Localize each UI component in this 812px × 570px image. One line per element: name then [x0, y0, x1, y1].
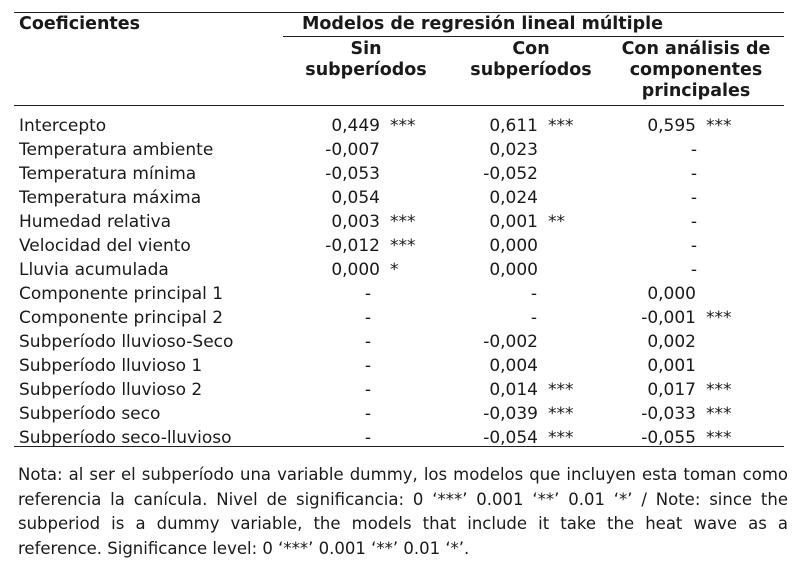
- coef-cell: -: [364, 428, 372, 448]
- row-label: Velocidad del viento: [19, 236, 191, 256]
- coef-cell: -0,012: [325, 236, 380, 256]
- row-label: Intercepto: [19, 116, 107, 136]
- table-row: [0, 378, 812, 402]
- coef-cell: 0,449: [331, 116, 380, 136]
- coef-cell: 0,000: [489, 260, 538, 280]
- coef-cell: -: [364, 380, 372, 400]
- significance-marker: ***: [548, 116, 574, 136]
- table-row: [0, 330, 812, 354]
- row-label: Temperatura ambiente: [19, 140, 214, 160]
- row-label: Temperatura mínima: [19, 164, 197, 184]
- coef-cell: -: [690, 260, 698, 280]
- significance-marker: ***: [706, 116, 732, 136]
- coef-cell: -0,033: [641, 404, 696, 424]
- row-label: Temperatura máxima: [19, 188, 202, 208]
- table-row: [0, 186, 812, 210]
- row-label: Subperíodo seco: [19, 404, 161, 424]
- significance-marker: ***: [706, 404, 732, 424]
- header-rule: [14, 105, 784, 106]
- group-header: Modelos de regresión lineal múltiple: [302, 14, 664, 34]
- row-label: Subperíodo seco-lluvioso: [19, 428, 232, 448]
- row-label: Componente principal 1: [19, 284, 224, 304]
- significance-marker: ***: [390, 236, 416, 256]
- significance-marker: ***: [390, 212, 416, 232]
- table-row: [0, 258, 812, 282]
- row-label: Humedad relativa: [19, 212, 172, 232]
- row-label: Subperíodo lluvioso-Seco: [19, 332, 234, 352]
- coef-cell: 0,000: [647, 284, 696, 304]
- significance-marker: ***: [390, 116, 416, 136]
- coef-cell: -: [530, 308, 538, 328]
- significance-marker: ***: [706, 428, 732, 448]
- corner-header: Coeficientes: [19, 14, 141, 34]
- significance-marker: ***: [706, 380, 732, 400]
- group-rule: [283, 36, 784, 37]
- table-note: Nota: al ser el subperíodo una variable dummy, los modelos que incluyen esta toman como referencia la canícula. Nivel de significancia: 0 ‘***’ 0.001 ‘**’ 0.01 ‘*’ / Note: since the subperiod is a dummy variable, the models that include it take the heat wave as a reference. Significance level: 0 ‘***’ 0.001 ‘**’ 0.01 ‘*’.: [18, 465, 788, 558]
- table-row: [0, 354, 812, 378]
- table-row: [0, 234, 812, 258]
- table-row: [0, 138, 812, 162]
- significance-marker: **: [548, 212, 565, 232]
- coef-cell: -: [690, 212, 698, 232]
- coef-cell: -: [364, 356, 372, 376]
- table-row: [0, 210, 812, 234]
- table-row: [0, 282, 812, 306]
- coef-cell: 0,001: [647, 356, 696, 376]
- significance-marker: *: [390, 260, 399, 280]
- coef-cell: 0,611: [489, 116, 538, 136]
- row-label: Componente principal 2: [19, 308, 224, 328]
- coef-cell: -: [364, 284, 372, 304]
- coef-cell: -0,054: [483, 428, 538, 448]
- column-header-componentes-principales: Con análisis de componentes principales: [621, 39, 771, 101]
- coef-cell: 0,002: [647, 332, 696, 352]
- coef-cell: -: [690, 140, 698, 160]
- row-label: Lluvia acumulada: [19, 260, 169, 280]
- significance-marker: ***: [548, 380, 574, 400]
- coef-cell: 0,000: [489, 236, 538, 256]
- coef-cell: -: [690, 236, 698, 256]
- coef-cell: 0,024: [489, 188, 538, 208]
- coef-cell: -0,055: [641, 428, 696, 448]
- table-row: [0, 162, 812, 186]
- coef-cell: -0,002: [483, 332, 538, 352]
- column-header-con-subperiodos: Con subperíodos: [470, 39, 592, 80]
- column-header-sin-subperiodos: Sin subperíodos: [305, 39, 427, 80]
- significance-marker: ***: [548, 404, 574, 424]
- coef-cell: 0,014: [489, 380, 538, 400]
- significance-marker: ***: [548, 428, 574, 448]
- row-label: Subperíodo lluvioso 1: [19, 356, 203, 376]
- coef-cell: 0,000: [331, 260, 380, 280]
- coef-cell: -: [690, 188, 698, 208]
- coef-cell: 0,003: [331, 212, 380, 232]
- coef-cell: 0,595: [647, 116, 696, 136]
- coef-cell: 0,001: [489, 212, 538, 232]
- coef-cell: -: [364, 404, 372, 424]
- coef-cell: -: [530, 284, 538, 304]
- coef-cell: -0,052: [483, 164, 538, 184]
- coef-cell: -: [364, 332, 372, 352]
- coef-cell: 0,054: [331, 188, 380, 208]
- coef-cell: -0,007: [325, 140, 380, 160]
- coef-cell: -0,053: [325, 164, 380, 184]
- coef-cell: 0,017: [647, 380, 696, 400]
- coef-cell: -: [690, 164, 698, 184]
- table-row: [0, 402, 812, 426]
- bottom-rule: [14, 446, 784, 447]
- coef-cell: 0,023: [489, 140, 538, 160]
- table-row: [0, 114, 812, 138]
- significance-marker: ***: [706, 308, 732, 328]
- table-row: [0, 306, 812, 330]
- coef-cell: 0,004: [489, 356, 538, 376]
- coef-cell: -0,039: [483, 404, 538, 424]
- row-label: Subperíodo lluvioso 2: [19, 380, 203, 400]
- coef-cell: -0,001: [641, 308, 696, 328]
- coef-cell: -: [364, 308, 372, 328]
